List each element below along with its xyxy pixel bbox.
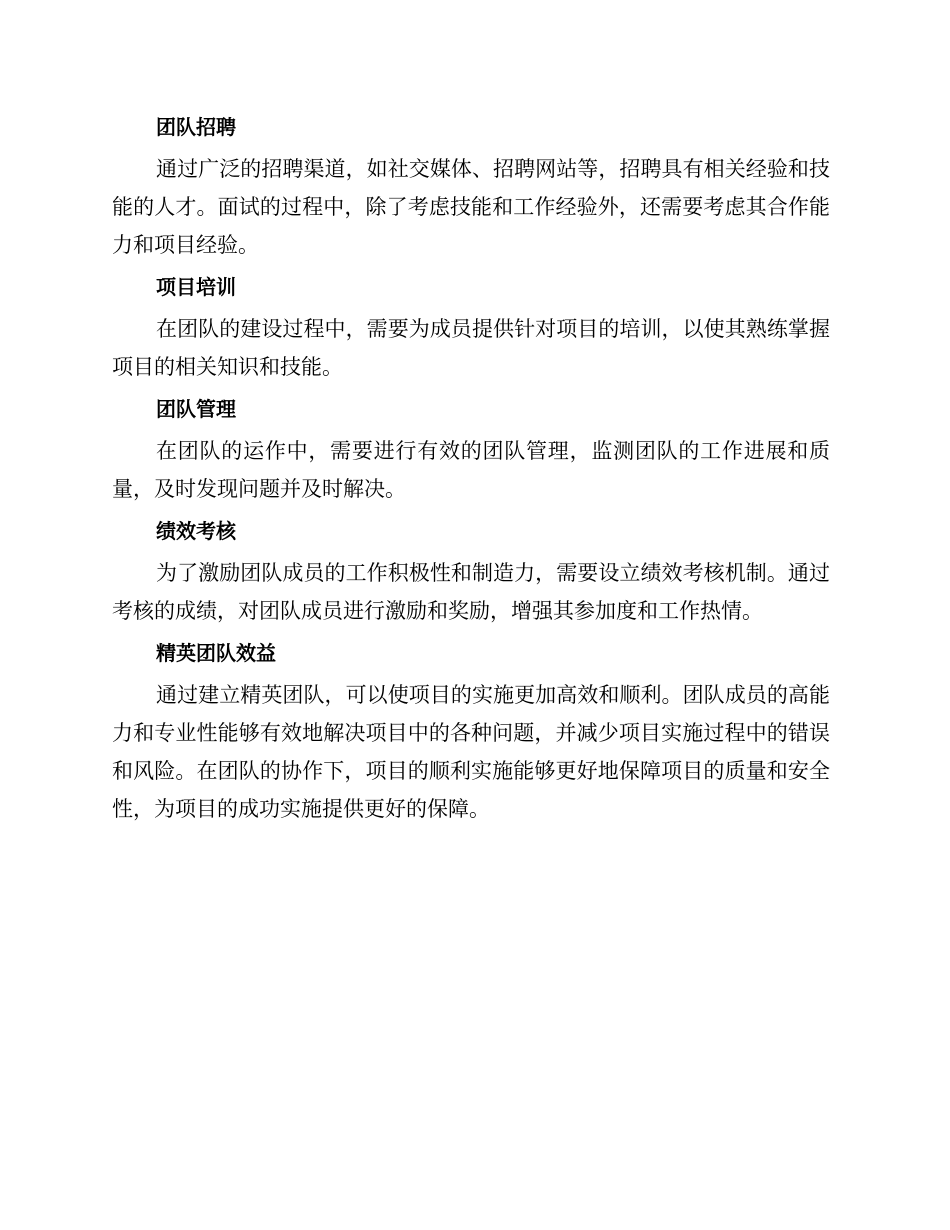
section-performance-review xyxy=(112,512,830,630)
document-page xyxy=(112,108,830,832)
section-paragraph: 通过广泛的招聘渠道，如社交媒体、招聘网站等，招聘具有相关经验和技能的人才。面试的过程中，除了考虑技能和工作经验外，还需要考虑其合作能力和项目经验。 xyxy=(112,157,830,257)
section-team-management xyxy=(112,390,830,508)
section-paragraph: 在团队的运作中，需要进行有效的团队管理，监测团队的工作进展和质量，及时发现问题并及时解决。 xyxy=(112,439,830,501)
section-paragraph: 通过建立精英团队，可以使项目的实施更加高效和顺利。团队成员的高能力和专业性能够有效地解决项目中的各种问题，并减少项目实施过程中的错误和风险。在团队的协作下，项目的顺利实施能够更好地保障项目的质量和安全性，为项目的成功实施提供更好的保障。 xyxy=(112,683,830,821)
section-heading: 团队管理 xyxy=(156,397,236,421)
section-team-recruitment xyxy=(112,108,830,264)
section-paragraph: 在团队的建设过程中，需要为成员提供针对项目的培训，以使其熟练掌握项目的相关知识和技能。 xyxy=(112,317,830,379)
section-heading: 绩效考核 xyxy=(156,519,236,543)
section-heading: 团队招聘 xyxy=(156,115,236,139)
section-elite-team-benefits xyxy=(112,634,830,828)
section-heading: 精英团队效益 xyxy=(156,641,276,665)
section-project-training xyxy=(112,268,830,386)
section-paragraph: 为了激励团队成员的工作积极性和制造力，需要设立绩效考核机制。通过考核的成绩，对团队成员进行激励和奖励，增强其参加度和工作热情。 xyxy=(112,561,830,623)
section-heading: 项目培训 xyxy=(156,275,236,299)
